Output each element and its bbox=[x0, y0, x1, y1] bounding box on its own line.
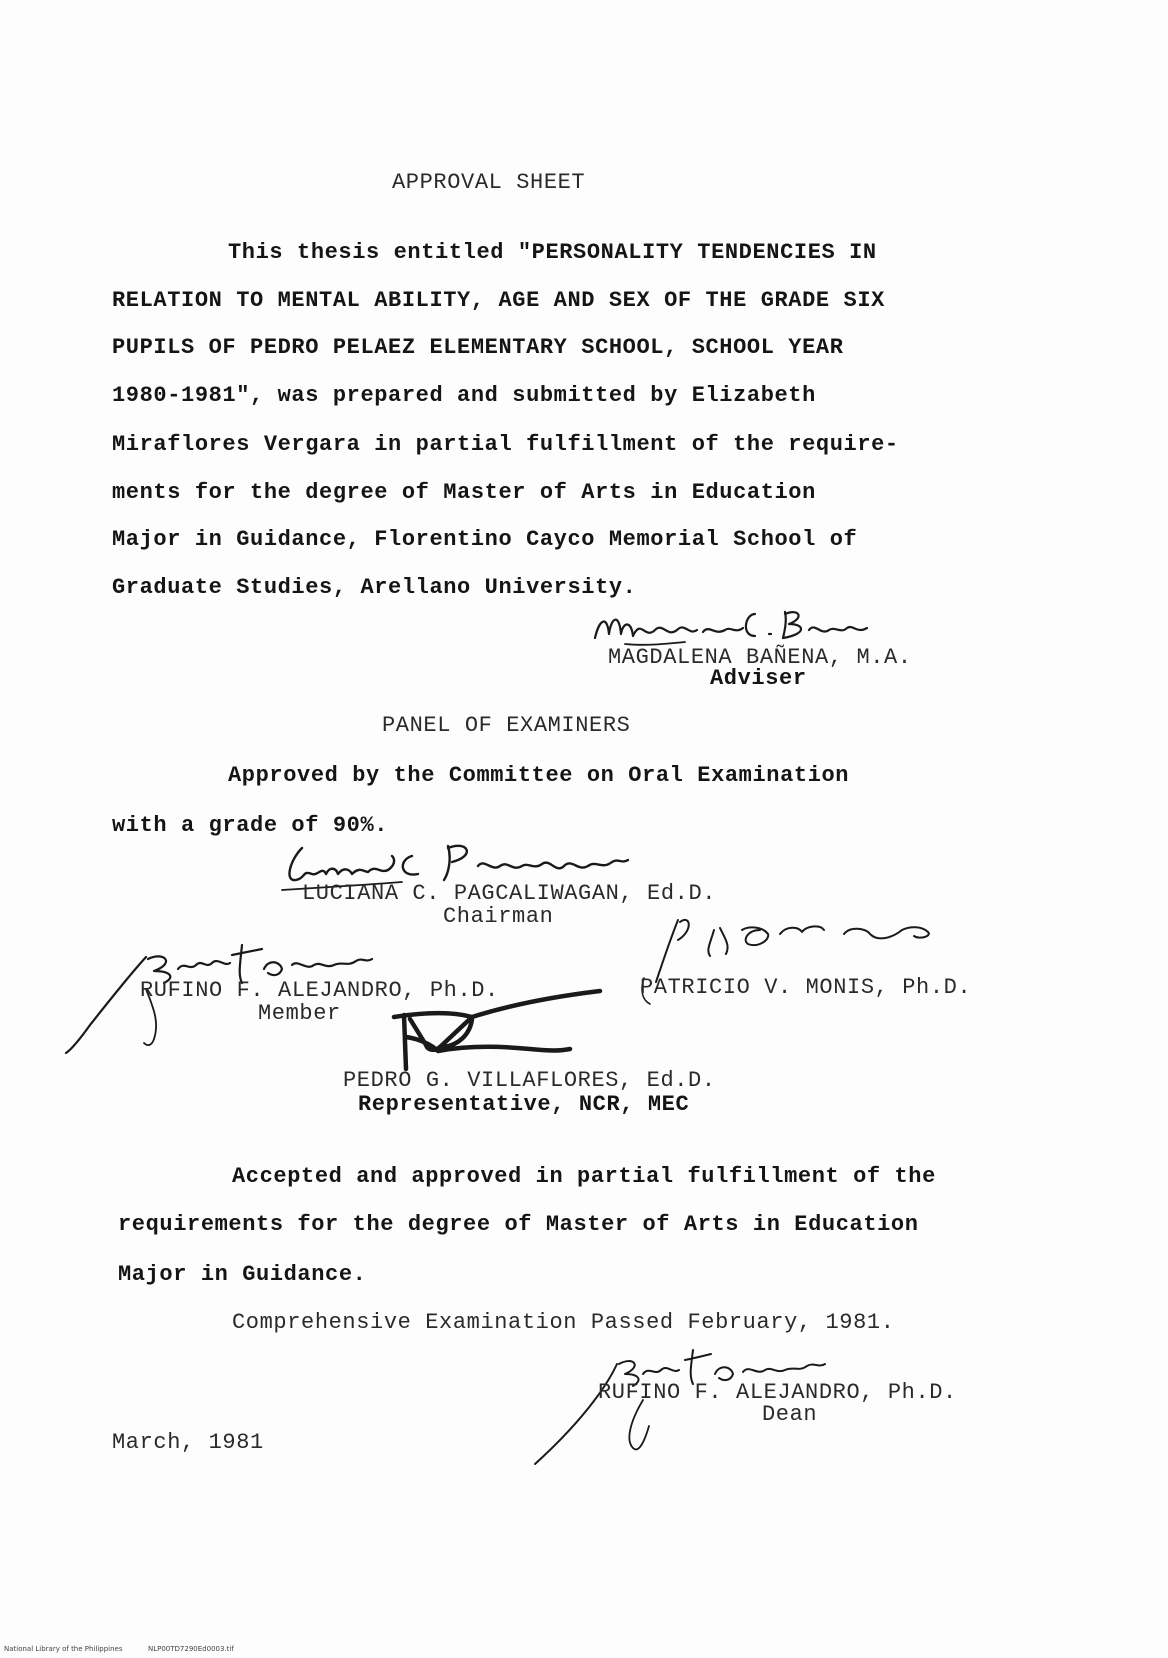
footer-library: National Library of the Philippines bbox=[4, 1645, 123, 1653]
intro-line: This thesis entitled "PERSONALITY TENDENCIES IN bbox=[228, 240, 877, 265]
chairman-name: LUCIANA C. PAGCALIWAGAN, Ed.D. bbox=[302, 881, 717, 906]
intro-line: Graduate Studies, Arellano University. bbox=[112, 575, 637, 600]
intro-line: Miraflores Vergara in partial fulfillment of the require- bbox=[112, 432, 899, 457]
representative-signature bbox=[380, 985, 650, 1080]
member2-name: PATRICIO V. MONIS, Ph.D. bbox=[640, 975, 972, 1000]
document-title: APPROVAL SHEET bbox=[392, 170, 586, 195]
intro-line: 1980-1981", was prepared and submitted by Elizabeth bbox=[112, 383, 816, 408]
intro-line: Major in Guidance, Florentino Cayco Memorial School of bbox=[112, 527, 858, 552]
intro-line: RELATION TO MENTAL ABILITY, AGE AND SEX OF THE GRADE SIX bbox=[112, 288, 885, 313]
panel-heading: PANEL OF EXAMINERS bbox=[382, 713, 631, 738]
intro-line: PUPILS OF PEDRO PELAEZ ELEMENTARY SCHOOL, SCHOOL YEAR bbox=[112, 335, 844, 360]
member1-name: RUFINO F. ALEJANDRO, Ph.D. bbox=[140, 978, 499, 1003]
accepted-line: requirements for the degree of Master of Arts in Education bbox=[118, 1212, 919, 1237]
intro-line: ments for the degree of Master of Arts in Education bbox=[112, 480, 816, 505]
dean-name: RUFINO F. ALEJANDRO, Ph.D. bbox=[598, 1380, 957, 1405]
approval-line: with a grade of 90%. bbox=[112, 813, 389, 838]
representative-name: PEDRO G. VILLAFLORES, Ed.D. bbox=[343, 1068, 716, 1093]
accepted-line: Major in Guidance. bbox=[118, 1262, 367, 1287]
representative-role: Representative, NCR, MEC bbox=[358, 1092, 690, 1117]
adviser-name: MAGDALENA BAÑENA, M.A. bbox=[608, 645, 912, 670]
document-date: March, 1981 bbox=[112, 1430, 264, 1455]
approval-line: Approved by the Committee on Oral Examination bbox=[228, 763, 850, 788]
dean-role: Dean bbox=[762, 1402, 818, 1427]
member1-role: Member bbox=[258, 1001, 341, 1026]
footer-file-id: NLP00TD7290Ed0003.tif bbox=[148, 1645, 234, 1653]
comprehensive-exam-line: Comprehensive Examination Passed February, 1981. bbox=[232, 1310, 895, 1335]
chairman-role: Chairman bbox=[443, 904, 554, 929]
accepted-line: Accepted and approved in partial fulfillment of the bbox=[232, 1164, 936, 1189]
adviser-role: Adviser bbox=[710, 666, 807, 691]
